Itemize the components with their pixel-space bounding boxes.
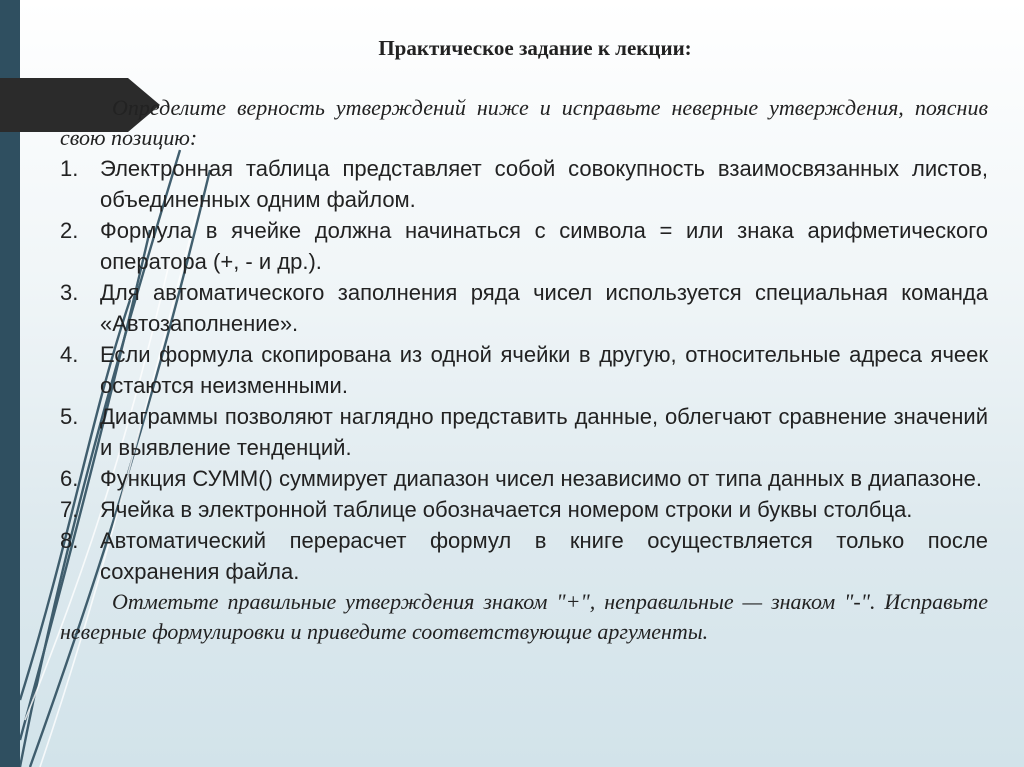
item-number: 6. [60,466,79,491]
item-number: 4. [60,342,79,367]
list-item [60,494,988,525]
item-text: Функция СУММ() суммирует диапазон чисел независимо от типа данных в диапазоне. [100,466,982,491]
list-item [60,401,988,463]
list-item [60,525,988,587]
item-text: Электронная таблица представляет собой совокупность взаимосвязанных листов, объединенных одним файлом. [100,156,988,212]
item-text: Для автоматического заполнения ряда чисел используется специальная команда «Автозаполнение». [100,280,988,336]
list-item [60,215,988,277]
item-number: 5. [60,404,79,429]
intro-instruction: Определите верность утверждений ниже и исправьте неверные утверждения, пояснив свою позицию: [60,95,988,150]
item-number: 8. [60,528,79,553]
page-title: Практическое задание к лекции: [378,36,692,60]
item-text: Формула в ячейке должна начинаться с символа = или знака арифметического оператора (+, - и др.). [100,218,988,274]
list-item [60,153,988,215]
slide-content [60,36,988,647]
item-number: 7. [60,497,79,522]
list-item [60,339,988,401]
statement-list [60,153,988,587]
outro-instruction: Отметьте правильные утверждения знаком "+", неправильные — знаком "-". Исправьте неверные формулировки и приведите соответствующие аргументы. [60,589,988,644]
item-number: 3. [60,280,79,305]
item-number: 1. [60,156,79,181]
list-item [60,277,988,339]
item-text: Ячейка в электронной таблице обозначается номером строки и буквы столбца. [100,497,913,522]
item-text: Если формула скопирована из одной ячейки в другую, относительные адреса ячеек остаются неизменными. [100,342,988,398]
item-number: 2. [60,218,79,243]
list-item [60,463,988,494]
item-text: Автоматический перерасчет формул в книге осуществляется только после сохранения файла. [100,528,988,584]
item-text: Диаграммы позволяют наглядно представить данные, облегчают сравнение значений и выявление тенденций. [100,404,988,460]
